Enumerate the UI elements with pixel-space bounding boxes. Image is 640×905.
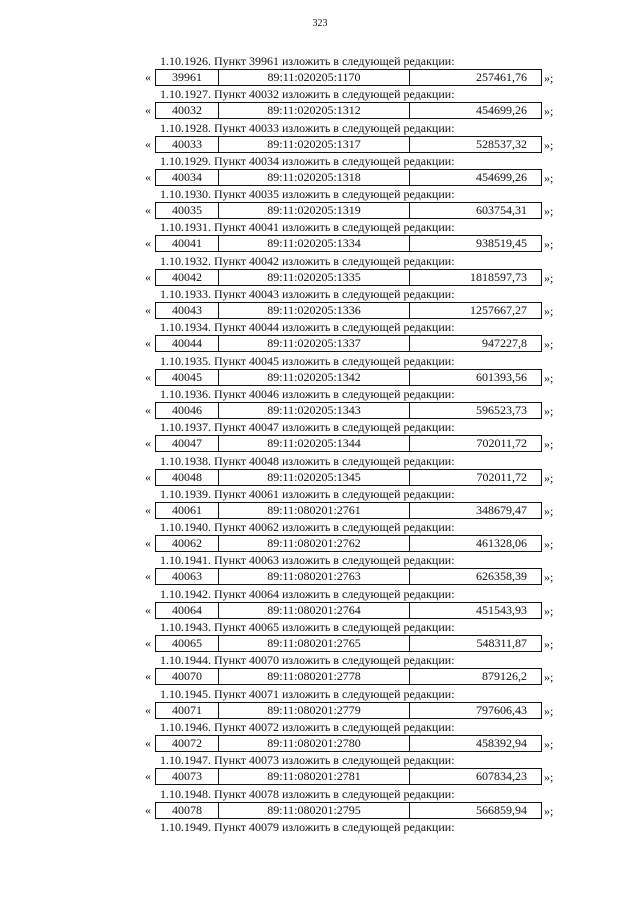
cadastral-number-cell: 89:11:080201:2795 [219,803,410,818]
cadastral-value-cell: 607834,23 [476,769,527,784]
amendment-heading: 1.10.1940. Пункт 40062 изложить в следующей редакции: [160,520,455,535]
cadastral-number-cell: 89:11:080201:2762 [219,536,410,551]
item-number-cell: 40034 [156,170,219,185]
closing-quote: »; [544,570,554,585]
amendment-entry [0,753,640,786]
amendment-row [145,69,615,86]
cadastral-number-cell: 89:11:020205:1334 [219,236,410,251]
amendment-row [145,169,615,186]
table-row [155,702,542,719]
table-row [155,602,542,619]
amendment-row [145,735,615,752]
table-row [155,369,542,386]
opening-quote: « [145,735,151,750]
amendment-row [145,269,615,286]
amendment-entry [0,420,640,453]
amendment-heading: 1.10.1946. Пункт 40072 изложить в следующей редакции: [160,719,455,734]
opening-quote: « [145,569,151,584]
amendment-heading: 1.10.1943. Пункт 40065 изложить в следующей редакции: [160,620,455,635]
cadastral-number-cell: 89:11:080201:2778 [219,669,410,684]
item-number-cell: 40033 [156,137,219,152]
closing-quote: »; [544,603,554,618]
amendment-row [145,802,615,819]
table-row [155,335,542,352]
opening-quote: « [145,502,151,517]
opening-quote: « [145,336,151,351]
cadastral-number-cell: 89:11:080201:2780 [219,736,410,751]
cadastral-value-cell: 702011,72 [476,469,527,484]
cadastral-value-cell: 257461,76 [476,70,527,84]
cadastral-value-cell: 528537,32 [476,136,527,151]
closing-quote: »; [544,170,554,185]
amendment-heading: 1.10.1935. Пункт 40045 изложить в следующей редакции: [160,353,455,368]
opening-quote: « [145,203,151,218]
table-row [155,469,542,486]
cadastral-value-cell: 1257667,27 [470,303,527,318]
cadastral-number-cell: 89:11:020205:1343 [219,403,410,418]
amendment-row [145,136,615,153]
amendment-row [145,435,615,452]
closing-quote: »; [544,670,554,685]
amendment-entry [0,787,640,820]
opening-quote: « [145,436,151,451]
opening-quote: « [145,536,151,551]
item-number-cell: 40064 [156,603,219,618]
table-row [155,802,542,819]
closing-quote: »; [544,270,554,285]
cadastral-number-cell: 89:11:020205:1345 [219,470,410,485]
amendment-heading: 1.10.1932. Пункт 40042 изложить в следующей редакции: [160,253,455,268]
item-number-cell: 40041 [156,236,219,251]
cadastral-number-cell: 89:11:020205:1342 [219,370,410,385]
amendment-row [145,335,615,352]
amendment-entry [0,387,640,420]
item-number-cell: 40043 [156,303,219,318]
opening-quote: « [145,103,151,118]
cadastral-number-cell: 89:11:020205:1335 [219,270,410,285]
item-number-cell: 40046 [156,403,219,418]
amendment-entry [0,287,640,320]
opening-quote: « [145,469,151,484]
cadastral-number-cell: 89:11:080201:2765 [219,636,410,651]
amendment-entry [0,520,640,553]
amendment-heading: 1.10.1947. Пункт 40073 изложить в следующей редакции: [160,753,455,768]
item-number-cell: 40063 [156,569,219,584]
table-row [155,768,542,785]
opening-quote: « [145,802,151,817]
item-number-cell: 40071 [156,703,219,718]
table-row [155,269,542,286]
cadastral-number-cell: 89:11:080201:2781 [219,769,410,784]
amendment-heading: 1.10.1928. Пункт 40033 изложить в следующей редакции: [160,120,455,135]
cadastral-number-cell: 89:11:020205:1312 [219,103,410,118]
amendment-row [145,102,615,119]
cadastral-number-cell: 89:11:020205:1317 [219,137,410,152]
closing-quote: »; [544,503,554,518]
table-row [155,402,542,419]
table-row [155,69,542,86]
opening-quote: « [145,669,151,684]
item-number-cell: 40045 [156,370,219,385]
amendment-entry [0,487,640,520]
amendment-row [145,568,615,585]
closing-quote: »; [544,104,554,119]
cadastral-value-cell: 797606,43 [476,702,527,717]
amendment-row [145,635,615,652]
opening-quote: « [145,769,151,784]
amendment-row [145,202,615,219]
opening-quote: « [145,169,151,184]
table-row [155,169,542,186]
page-number: 323 [312,18,328,29]
cadastral-value-cell: 947227,8 [482,336,527,351]
amendment-row [145,469,615,486]
amendment-heading: 1.10.1944. Пункт 40070 изложить в следующей редакции: [160,653,455,668]
table-row [155,502,542,519]
amendment-entry [0,320,640,353]
cadastral-value-cell: 879126,2 [482,669,527,684]
item-number-cell: 40070 [156,669,219,684]
opening-quote: « [145,702,151,717]
amendment-row [145,402,615,419]
cadastral-number-cell: 89:11:020205:1170 [219,70,410,85]
amendment-heading: 1.10.1941. Пункт 40063 изложить в следующей редакции: [160,553,455,568]
amendment-row [145,535,615,552]
cadastral-number-cell: 89:11:080201:2763 [219,569,410,584]
item-number-cell: 40062 [156,536,219,551]
closing-quote: »; [544,237,554,252]
closing-quote: »; [544,137,554,152]
cadastral-value-cell: 596523,73 [476,402,527,417]
table-row [155,635,542,652]
item-number-cell: 40073 [156,769,219,784]
amendment-heading: 1.10.1937. Пункт 40047 изложить в следующей редакции: [160,420,455,435]
amendment-heading: 1.10.1930. Пункт 40035 изложить в следующей редакции: [160,187,455,202]
closing-quote: »; [544,736,554,751]
opening-quote: « [145,602,151,617]
table-row [155,568,542,585]
item-number-cell: 39961 [156,70,219,85]
amendment-heading: 1.10.1938. Пункт 40048 изложить в следующей редакции: [160,453,455,468]
amendment-heading: 1.10.1926. Пункт 39961 изложить в следующей редакции: [160,54,455,68]
item-number-cell: 40065 [156,636,219,651]
amendment-entry [0,354,640,387]
item-number-cell: 40048 [156,470,219,485]
amendment-heading-last: 1.10.1949. Пункт 40079 изложить в следующей редакции: [160,819,455,834]
table-row [155,735,542,752]
closing-quote: »; [544,337,554,352]
amendment-row [145,702,615,719]
amendment-entry [0,620,640,653]
cadastral-number-cell: 89:11:020205:1319 [219,203,410,218]
closing-quote: »; [544,703,554,718]
table-row [155,302,542,319]
item-number-cell: 40035 [156,203,219,218]
cadastral-value-cell: 566859,94 [476,802,527,817]
opening-quote: « [145,70,151,84]
cadastral-value-cell: 626358,39 [476,569,527,584]
cadastral-value-cell: 548311,87 [476,636,527,651]
amendment-row [145,302,615,319]
cadastral-number-cell: 89:11:020205:1337 [219,336,410,351]
closing-quote: »; [544,304,554,319]
amendment-row [145,668,615,685]
cadastral-value-cell: 458392,94 [476,735,527,750]
cadastral-value-cell: 1818597,73 [470,269,527,284]
amendment-row [145,235,615,252]
amendment-entry [0,687,640,720]
opening-quote: « [145,236,151,251]
cadastral-value-cell: 348679,47 [476,502,527,517]
cadastral-value-cell: 451543,93 [476,602,527,617]
item-number-cell: 40044 [156,336,219,351]
cadastral-value-cell: 603754,31 [476,203,527,218]
amendment-heading: 1.10.1945. Пункт 40071 изложить в следующей редакции: [160,686,455,701]
closing-quote: »; [544,71,554,85]
cadastral-value-cell: 702011,72 [476,436,527,451]
closing-quote: »; [544,470,554,485]
amendment-row [145,602,615,619]
amendment-row [145,768,615,785]
amendment-entry [0,720,640,753]
cadastral-number-cell: 89:11:020205:1344 [219,436,410,451]
amendment-entry [0,121,640,154]
amendment-entry [0,154,640,187]
cadastral-value-cell: 454699,26 [476,169,527,184]
cadastral-value-cell: 454699,26 [476,103,527,118]
amendment-heading: 1.10.1934. Пункт 40044 изложить в следующей редакции: [160,320,455,335]
amendment-row [145,502,615,519]
document-body [0,54,640,834]
cadastral-number-cell: 89:11:020205:1336 [219,303,410,318]
amendment-heading: 1.10.1942. Пункт 40064 изложить в следующей редакции: [160,586,455,601]
amendment-heading: 1.10.1927. Пункт 40032 изложить в следующей редакции: [160,87,455,102]
closing-quote: »; [544,437,554,452]
amendment-entry [0,254,640,287]
opening-quote: « [145,269,151,284]
amendment-heading: 1.10.1933. Пункт 40043 изложить в следующей редакции: [160,287,455,302]
table-row [155,668,542,685]
item-number-cell: 40032 [156,103,219,118]
amendment-entry [0,653,640,686]
opening-quote: « [145,303,151,318]
closing-quote: »; [544,403,554,418]
item-number-cell: 40047 [156,436,219,451]
cadastral-number-cell: 89:11:080201:2779 [219,703,410,718]
amendment-entry [0,87,640,120]
cadastral-value-cell: 938519,45 [476,236,527,251]
opening-quote: « [145,369,151,384]
amendment-entry [0,553,640,586]
table-row [155,136,542,153]
item-number-cell: 40042 [156,270,219,285]
amendment-heading: 1.10.1931. Пункт 40041 изложить в следующей редакции: [160,220,455,235]
amendment-entry [0,220,640,253]
opening-quote: « [145,402,151,417]
amendment-entry [0,454,640,487]
amendment-heading: 1.10.1948. Пункт 40078 изложить в следующей редакции: [160,786,455,801]
table-row [155,235,542,252]
amendment-entry [0,187,640,220]
closing-quote: »; [544,803,554,818]
amendment-heading: 1.10.1939. Пункт 40061 изложить в следующей редакции: [160,486,455,501]
table-row [155,535,542,552]
closing-quote: »; [544,537,554,552]
cadastral-number-cell: 89:11:080201:2764 [219,603,410,618]
amendment-entry [0,54,640,87]
item-number-cell: 40078 [156,803,219,818]
opening-quote: « [145,636,151,651]
amendment-row [145,369,615,386]
table-row [155,435,542,452]
amendment-entry [0,587,640,620]
closing-quote: »; [544,770,554,785]
opening-quote: « [145,136,151,151]
cadastral-number-cell: 89:11:020205:1318 [219,170,410,185]
cadastral-value-cell: 461328,06 [476,536,527,551]
amendment-heading: 1.10.1936. Пункт 40046 изложить в следующей редакции: [160,386,455,401]
item-number-cell: 40072 [156,736,219,751]
item-number-cell: 40061 [156,503,219,518]
closing-quote: »; [544,370,554,385]
closing-quote: »; [544,637,554,652]
table-row [155,202,542,219]
table-row [155,102,542,119]
amendment-heading: 1.10.1929. Пункт 40034 изложить в следующей редакции: [160,153,455,168]
cadastral-value-cell: 601393,56 [476,369,527,384]
closing-quote: »; [544,204,554,219]
cadastral-number-cell: 89:11:080201:2761 [219,503,410,518]
